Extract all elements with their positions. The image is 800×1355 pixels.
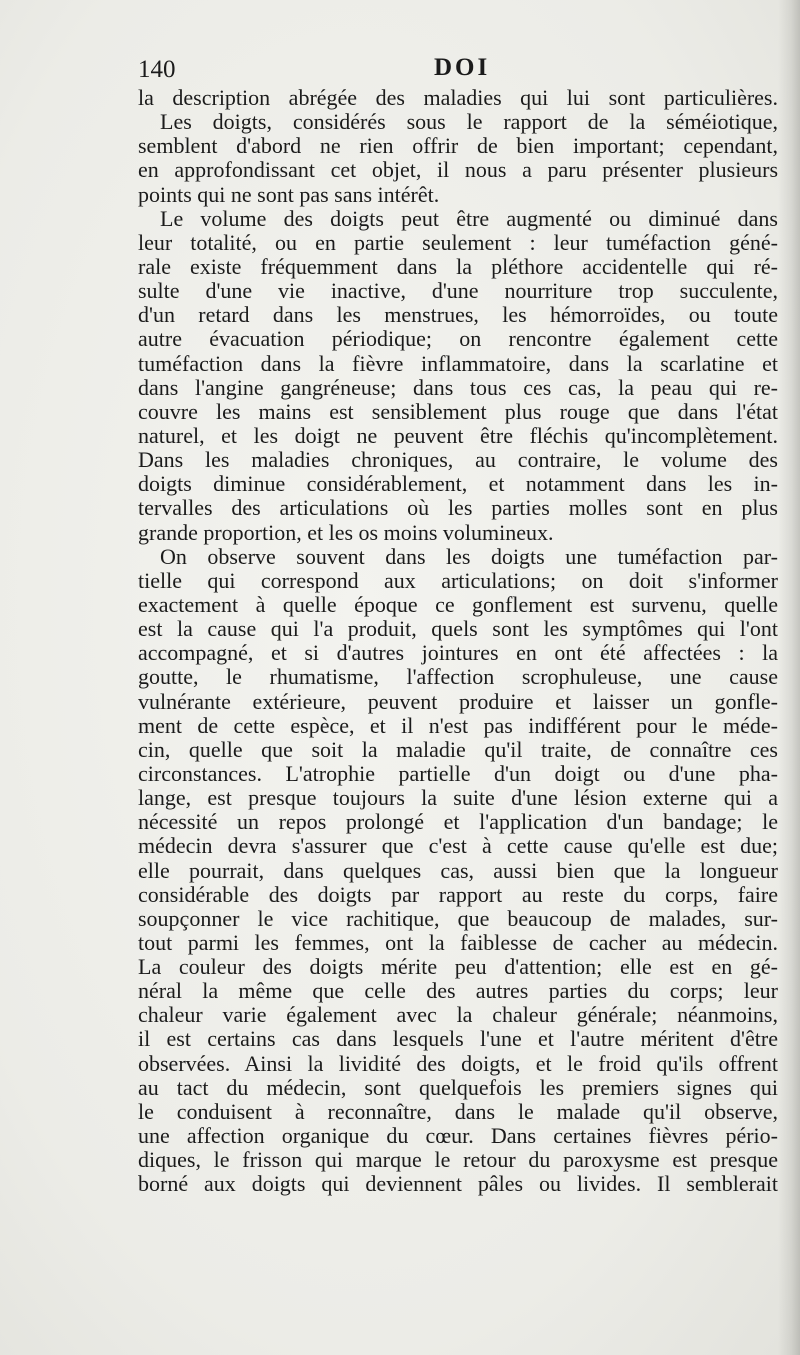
text-line: points qui ne sont pas sans intérêt.: [138, 181, 440, 207]
text-line: en approfondissant cet objet, il nous a paru présenter plusieurs: [138, 157, 778, 183]
text-line: rale existe fréquemment dans la pléthore accidentelle qui ré-: [138, 253, 778, 279]
text-line: semblent d'abord ne rien offrir de bien important; cependant,: [138, 133, 778, 159]
text-line: nécessité un repos prolongé et l'application d'un bandage; le: [138, 809, 778, 835]
text-line: cin, quelle que soit la maladie qu'il traite, de connaître ces: [138, 736, 778, 762]
text-line: d'un retard dans les menstrues, les hémorroïdes, ou toute: [138, 302, 778, 328]
text-line: au tact du médecin, sont quelquefois les premiers signes qui: [138, 1074, 778, 1100]
text-line: médecin devra s'assurer que c'est à cette cause qu'elle est due;: [138, 833, 778, 859]
page-gutter-shadow: [778, 0, 800, 1355]
text-line: La couleur des doigts mérite peu d'attention; elle est en gé-: [138, 954, 778, 980]
text-line: circonstances. L'atrophie partielle d'un doigt ou d'une pha-: [138, 760, 778, 786]
text-line: grande proportion, et les os moins volumineux.: [138, 519, 554, 545]
text-line: ment de cette espèce, et il n'est pas indifférent pour le méde-: [138, 712, 778, 738]
text-line: lange, est presque toujours la suite d'une lésion externe qui a: [138, 785, 778, 811]
page-number: 140: [138, 56, 176, 83]
text-line: considérable des doigts par rapport au reste du corps, faire: [138, 881, 778, 907]
text-line: naturel, et les doigt ne peuvent être fléchis qu'incomplètement.: [138, 422, 778, 448]
text-line: On observe souvent dans les doigts une tuméfaction par-: [160, 543, 778, 569]
text-line: autre évacuation périodique; on rencontre également cette: [138, 326, 778, 352]
text-line: elle pourrait, dans quelques cas, aussi bien que la longueur: [138, 857, 778, 883]
text-line: le conduisent à reconnaître, dans le malade qu'il observe,: [138, 1098, 778, 1124]
text-line: une affection organique du cœur. Dans certaines fièvres pério-: [138, 1123, 778, 1149]
text-line: tout parmi les femmes, ont la faiblesse de cacher au médecin.: [138, 929, 778, 955]
text-line: est la cause qui l'a produit, quels sont les symptômes qui l'ont: [138, 616, 778, 642]
text-line: couvre les mains est sensiblement plus rouge que dans l'état: [138, 398, 778, 424]
text-line: tielle qui correspond aux articulations; on doit s'informer: [138, 567, 778, 593]
text-line: borné aux doigts qui deviennent pâles ou livides. Il semblerait: [138, 1171, 778, 1197]
text-line: tuméfaction dans la fièvre inflammatoire, dans la scarlatine et: [138, 350, 778, 376]
text-line: il est certains cas dans lesquels l'une et l'autre méritent d'être: [138, 1026, 778, 1052]
text-line: la description abrégée des maladies qui lui sont particulières.: [138, 85, 778, 110]
text-line: sulte d'une vie inactive, d'une nourriture trop succulente,: [138, 278, 778, 304]
text-line: leur totalité, ou en partie seulement : leur tuméfaction géné-: [138, 229, 778, 255]
text-line: vulnérante extérieure, peuvent produire et laisser un gonfle-: [138, 688, 778, 714]
running-head: DOI: [434, 54, 491, 81]
text-line: doigts diminue considérablement, et notamment dans les in-: [138, 471, 778, 497]
text-line: chaleur varie également avec la chaleur générale; néanmoins,: [138, 1002, 778, 1028]
text-line: néral la même que celle des autres parties du corps; leur: [138, 978, 778, 1004]
text-line: accompagné, et si d'autres jointures en ont été affectées : la: [138, 640, 778, 666]
text-line: Le volume des doigts peut être augmenté ou diminué dans: [160, 205, 778, 231]
text-line: Dans les maladies chroniques, au contraire, le volume des: [138, 447, 778, 473]
text-line: exactement à quelle époque ce gonflement est survenu, quelle: [138, 591, 778, 617]
text-line: dans l'angine gangréneuse; dans tous ces cas, la peau qui re-: [138, 374, 778, 400]
text-line: soupçonner le vice rachitique, que beaucoup de malades, sur-: [138, 905, 778, 931]
body-text: [138, 86, 778, 1196]
text-line: goutte, le rhumatisme, l'affection scrophuleuse, une cause: [138, 664, 778, 690]
text-line: observées. Ainsi la lividité des doigts, et le froid qu'ils offrent: [138, 1050, 778, 1076]
text-line: tervalles des articulations où les parties molles sont en plus: [138, 495, 778, 521]
text-line: diques, le frisson qui marque le retour du paroxysme est presque: [138, 1147, 778, 1173]
text-line: Les doigts, considérés sous le rapport de la séméiotique,: [160, 109, 778, 135]
